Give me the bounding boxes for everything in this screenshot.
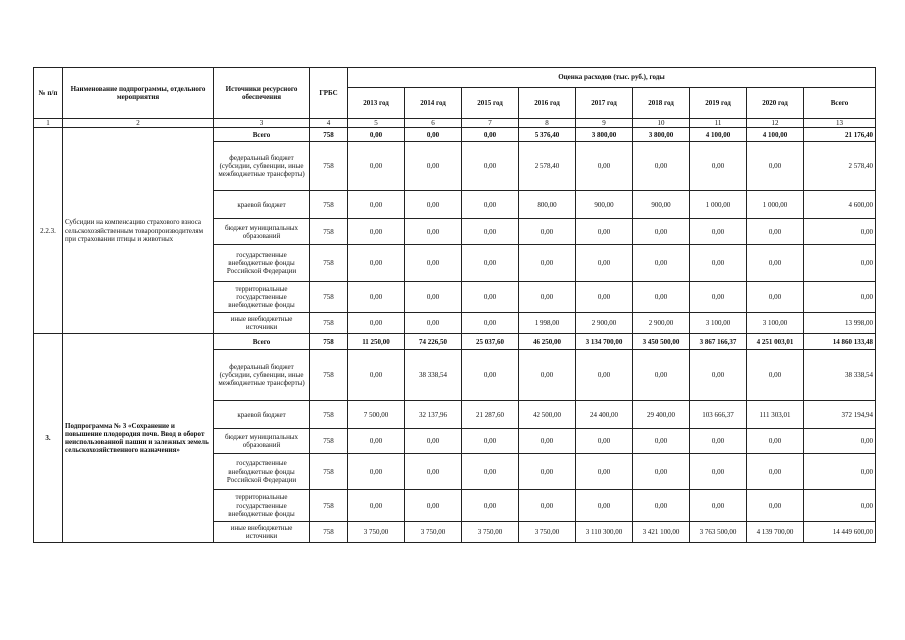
funding-source: Всего (214, 334, 310, 350)
year-value: 3 750,00 (462, 522, 519, 543)
column-number: 11 (690, 119, 747, 128)
year-value: 0,00 (405, 313, 462, 334)
column-number: 8 (519, 119, 576, 128)
year-value: 3 750,00 (519, 522, 576, 543)
year-value: 32 137,96 (405, 401, 462, 429)
funding-source: краевой бюджет (214, 191, 310, 219)
year-value: 0,00 (690, 245, 747, 282)
header-name: Наименование подпрограммы, отдельного мероприятия (63, 68, 214, 119)
year-value: 25 037,60 (462, 334, 519, 350)
column-number: 10 (633, 119, 690, 128)
year-value: 0,00 (462, 454, 519, 490)
year-value: 4 100,00 (747, 128, 804, 142)
year-value: 0,00 (747, 490, 804, 522)
year-value: 0,00 (747, 219, 804, 245)
year-value: 4 139 700,00 (747, 522, 804, 543)
funding-source: территориальные государственные внебюджетные фонды (214, 490, 310, 522)
total-value: 0,00 (804, 429, 876, 454)
column-number: 12 (747, 119, 804, 128)
year-value: 0,00 (633, 142, 690, 191)
year-value: 0,00 (747, 142, 804, 191)
year-value: 0,00 (405, 454, 462, 490)
column-number: 2 (63, 119, 214, 128)
year-value: 0,00 (405, 142, 462, 191)
column-number: 4 (310, 119, 348, 128)
year-value: 0,00 (747, 350, 804, 401)
grbs-code: 758 (310, 522, 348, 543)
year-value: 103 666,37 (690, 401, 747, 429)
funding-source: федеральный бюджет (субсидии, субвенции, иные межбюджетные трансферты) (214, 142, 310, 191)
year-value: 7 500,00 (348, 401, 405, 429)
year-value: 2 900,00 (633, 313, 690, 334)
year-value: 0,00 (348, 128, 405, 142)
header-year: 2019 год (690, 88, 747, 119)
grbs-code: 758 (310, 350, 348, 401)
column-number: 7 (462, 119, 519, 128)
funding-source: краевой бюджет (214, 401, 310, 429)
year-value: 0,00 (348, 454, 405, 490)
header-year: 2020 год (747, 88, 804, 119)
year-value: 0,00 (747, 245, 804, 282)
year-value: 0,00 (462, 128, 519, 142)
year-value: 0,00 (462, 219, 519, 245)
year-value: 2 900,00 (576, 313, 633, 334)
grbs-code: 758 (310, 313, 348, 334)
year-value: 0,00 (519, 454, 576, 490)
year-value: 0,00 (576, 219, 633, 245)
total-value: 14 860 133,48 (804, 334, 876, 350)
year-value: 3 750,00 (405, 522, 462, 543)
column-number: 5 (348, 119, 405, 128)
year-value: 42 500,00 (519, 401, 576, 429)
year-value: 0,00 (348, 313, 405, 334)
year-value: 0,00 (405, 219, 462, 245)
funding-source: бюджет муниципальных образований (214, 219, 310, 245)
funding-source: иные внебюджетные источники (214, 313, 310, 334)
year-value: 0,00 (405, 191, 462, 219)
total-value: 0,00 (804, 454, 876, 490)
year-value: 0,00 (462, 429, 519, 454)
year-value: 0,00 (633, 245, 690, 282)
grbs-code: 758 (310, 401, 348, 429)
section-name: Субсидии на компенсацию страхового взноса сельскохозяйственным товаропроизводителям при страховании птицы и животных (63, 128, 214, 334)
year-value: 0,00 (348, 219, 405, 245)
total-value: 13 998,00 (804, 313, 876, 334)
total-value: 38 338,54 (804, 350, 876, 401)
year-value: 5 376,40 (519, 128, 576, 142)
grbs-code: 758 (310, 490, 348, 522)
year-value: 0,00 (633, 429, 690, 454)
year-value: 0,00 (462, 282, 519, 313)
year-value: 1 998,00 (519, 313, 576, 334)
year-value: 0,00 (519, 350, 576, 401)
total-value: 21 176,40 (804, 128, 876, 142)
year-value: 4 251 003,01 (747, 334, 804, 350)
year-value: 800,00 (519, 191, 576, 219)
year-value: 0,00 (462, 191, 519, 219)
total-value: 2 578,40 (804, 142, 876, 191)
year-value: 0,00 (519, 429, 576, 454)
table-body (34, 68, 876, 543)
header-estimate: Оценка расходов (тыс. руб.), годы (348, 68, 876, 88)
year-value: 0,00 (405, 245, 462, 282)
year-value: 0,00 (462, 350, 519, 401)
total-value: 372 194,94 (804, 401, 876, 429)
year-value: 11 250,00 (348, 334, 405, 350)
header-year: 2014 год (405, 88, 462, 119)
funding-source: Всего (214, 128, 310, 142)
funding-source: территориальные государственные внебюджетные фонды (214, 282, 310, 313)
year-value: 900,00 (633, 191, 690, 219)
total-value: 0,00 (804, 219, 876, 245)
total-value: 0,00 (804, 245, 876, 282)
year-value: 900,00 (576, 191, 633, 219)
funding-source: федеральный бюджет (субсидии, субвенции, иные межбюджетные трансферты) (214, 350, 310, 401)
year-value: 0,00 (405, 282, 462, 313)
year-value: 24 400,00 (576, 401, 633, 429)
year-value: 111 303,01 (747, 401, 804, 429)
year-value: 0,00 (690, 429, 747, 454)
column-number: 1 (34, 119, 63, 128)
year-value: 0,00 (576, 142, 633, 191)
funding-source: иные внебюджетные источники (214, 522, 310, 543)
header-grbs: ГРБС (310, 68, 348, 119)
header-num: № п/п (34, 68, 63, 119)
year-value: 0,00 (348, 490, 405, 522)
grbs-code: 758 (310, 219, 348, 245)
year-value: 3 867 166,37 (690, 334, 747, 350)
funding-source: бюджет муниципальных образований (214, 429, 310, 454)
year-value: 0,00 (348, 191, 405, 219)
header-year: 2017 год (576, 88, 633, 119)
year-value: 0,00 (405, 429, 462, 454)
total-value: 14 449 600,00 (804, 522, 876, 543)
header-year: 2016 год (519, 88, 576, 119)
year-value: 0,00 (576, 282, 633, 313)
column-number: 3 (214, 119, 310, 128)
year-value: 0,00 (348, 429, 405, 454)
year-value: 0,00 (519, 245, 576, 282)
year-value: 38 338,54 (405, 350, 462, 401)
year-value: 74 226,50 (405, 334, 462, 350)
section-name: Подпрограмма № 3 «Сохранение и повышение плодородия почв. Ввод в оборот неиспользованной пашни и залежных земель сельскохозяйственного назначения» (63, 334, 214, 543)
header-year: 2013 год (348, 88, 405, 119)
year-value: 3 800,00 (576, 128, 633, 142)
year-value: 0,00 (690, 350, 747, 401)
header-total: Всего (804, 88, 876, 119)
year-value: 3 800,00 (633, 128, 690, 142)
year-value: 0,00 (462, 313, 519, 334)
column-numbering-row (34, 119, 876, 128)
budget-table (33, 67, 876, 543)
year-value: 0,00 (462, 142, 519, 191)
year-value: 0,00 (576, 490, 633, 522)
year-value: 0,00 (519, 490, 576, 522)
header-year: 2015 год (462, 88, 519, 119)
year-value: 46 250,00 (519, 334, 576, 350)
year-value: 0,00 (690, 454, 747, 490)
total-value: 4 600,00 (804, 191, 876, 219)
header-source: Источники ресурсного обеспечения (214, 68, 310, 119)
grbs-code: 758 (310, 454, 348, 490)
year-value: 0,00 (690, 490, 747, 522)
year-value: 0,00 (747, 429, 804, 454)
total-value: 0,00 (804, 490, 876, 522)
year-value: 0,00 (462, 245, 519, 282)
year-value: 1 000,00 (690, 191, 747, 219)
year-value: 0,00 (633, 282, 690, 313)
year-value: 3 421 100,00 (633, 522, 690, 543)
table-row (34, 128, 876, 142)
grbs-code: 758 (310, 334, 348, 350)
year-value: 0,00 (519, 282, 576, 313)
grbs-code: 758 (310, 191, 348, 219)
section-number: 3. (34, 334, 63, 543)
column-number: 9 (576, 119, 633, 128)
total-value: 0,00 (804, 282, 876, 313)
year-value: 0,00 (633, 454, 690, 490)
year-value: 0,00 (576, 350, 633, 401)
year-value: 3 134 700,00 (576, 334, 633, 350)
year-value: 0,00 (690, 219, 747, 245)
funding-source: государственные внебюджетные фонды Российской Федерации (214, 245, 310, 282)
grbs-code: 758 (310, 142, 348, 191)
year-value: 0,00 (747, 282, 804, 313)
year-value: 0,00 (462, 490, 519, 522)
year-value: 0,00 (405, 490, 462, 522)
year-value: 0,00 (747, 454, 804, 490)
year-value: 0,00 (633, 350, 690, 401)
year-value: 3 450 500,00 (633, 334, 690, 350)
year-value: 3 100,00 (747, 313, 804, 334)
year-value: 0,00 (348, 350, 405, 401)
year-value: 0,00 (690, 282, 747, 313)
year-value: 4 100,00 (690, 128, 747, 142)
grbs-code: 758 (310, 282, 348, 313)
year-value: 3 763 500,00 (690, 522, 747, 543)
year-value: 0,00 (633, 219, 690, 245)
year-value: 0,00 (348, 142, 405, 191)
year-value: 3 750,00 (348, 522, 405, 543)
year-value: 29 400,00 (633, 401, 690, 429)
funding-source: государственные внебюджетные фонды Российской Федерации (214, 454, 310, 490)
year-value: 21 287,60 (462, 401, 519, 429)
year-value: 0,00 (519, 219, 576, 245)
grbs-code: 758 (310, 128, 348, 142)
section-number: 2.2.3. (34, 128, 63, 334)
grbs-code: 758 (310, 245, 348, 282)
year-value: 0,00 (348, 282, 405, 313)
year-value: 0,00 (633, 490, 690, 522)
year-value: 0,00 (576, 454, 633, 490)
column-number: 13 (804, 119, 876, 128)
year-value: 0,00 (576, 429, 633, 454)
year-value: 0,00 (348, 245, 405, 282)
year-value: 1 000,00 (747, 191, 804, 219)
year-value: 0,00 (405, 128, 462, 142)
year-value: 0,00 (690, 142, 747, 191)
table-row (34, 334, 876, 350)
header-row-1 (34, 68, 876, 88)
year-value: 3 100,00 (690, 313, 747, 334)
year-value: 2 578,40 (519, 142, 576, 191)
header-year: 2018 год (633, 88, 690, 119)
year-value: 0,00 (576, 245, 633, 282)
column-number: 6 (405, 119, 462, 128)
grbs-code: 758 (310, 429, 348, 454)
year-value: 3 110 300,00 (576, 522, 633, 543)
